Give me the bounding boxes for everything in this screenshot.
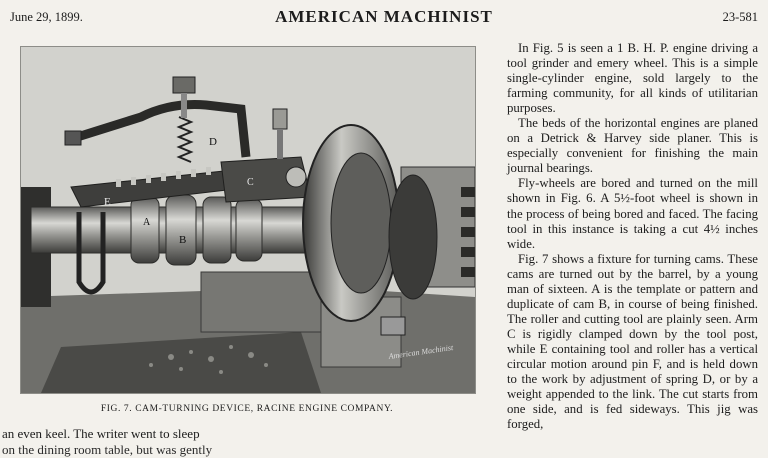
- right-column-text: [507, 41, 758, 432]
- page-header: [10, 6, 758, 28]
- header-date: June 29, 1899.: [10, 10, 83, 24]
- figure-label-d: D: [209, 136, 217, 148]
- paragraph-fig7: Fig. 7 shows a fixture for turning cams. These cams are turned out by the barrel, by a young man of sixteen. A is the template or pattern and duplicate of cam B, in course of being finished. The roller and cutting tool are plainly seen. Arm C is rigidly clamped down by the tool post, while E containing tool and roller has a vertical circular motion around pin F, and is held down to the work by adjustment of spring D, or by a weight appended to the link. The cut starts from one side, and is fed sideways. This jig was forged,: [507, 251, 758, 432]
- figure-label-b: B: [179, 234, 187, 246]
- header-title: AMERICAN MACHINIST: [275, 7, 493, 26]
- paragraph-flywheels: Fly-wheels are bored and turned on the mill shown in Fig. 6. A 5½-foot wheel is shown in the process of being bored and faced. The facing tool in this instance is taking a cut 4½ inches wide.: [507, 176, 758, 251]
- left-column-text: [2, 426, 472, 458]
- figure-label-a: A: [143, 217, 151, 228]
- engraver-signature: American Machinist: [388, 343, 454, 361]
- paragraph-fig5: In Fig. 5 is seen a 1 B. H. P. engine driving a tool grinder and emery wheel. This is a simple single-cylinder engine, sold largely to the farming community, for all kinds of utilitarian purposes.: [507, 41, 758, 116]
- figure-label-c: C: [247, 177, 254, 188]
- left-line-2: on the dining room table, but was gently: [2, 442, 213, 457]
- left-line-1: an even keel. The writer went to sleep: [2, 426, 200, 441]
- figure-label-e: E: [104, 196, 111, 208]
- cam-turning-device-image: [21, 47, 475, 393]
- figure-caption: FIG. 7. CAM-TURNING DEVICE, RACINE ENGINE COMPANY.: [100, 404, 394, 414]
- header-page-number: 23-581: [722, 10, 758, 24]
- figure-illustration: [20, 46, 476, 394]
- paragraph-planer: The beds of the horizontal engines are planed on a Detrick & Harvey side planer. This is especially convenient for finishing the main journal bearings.: [507, 116, 758, 176]
